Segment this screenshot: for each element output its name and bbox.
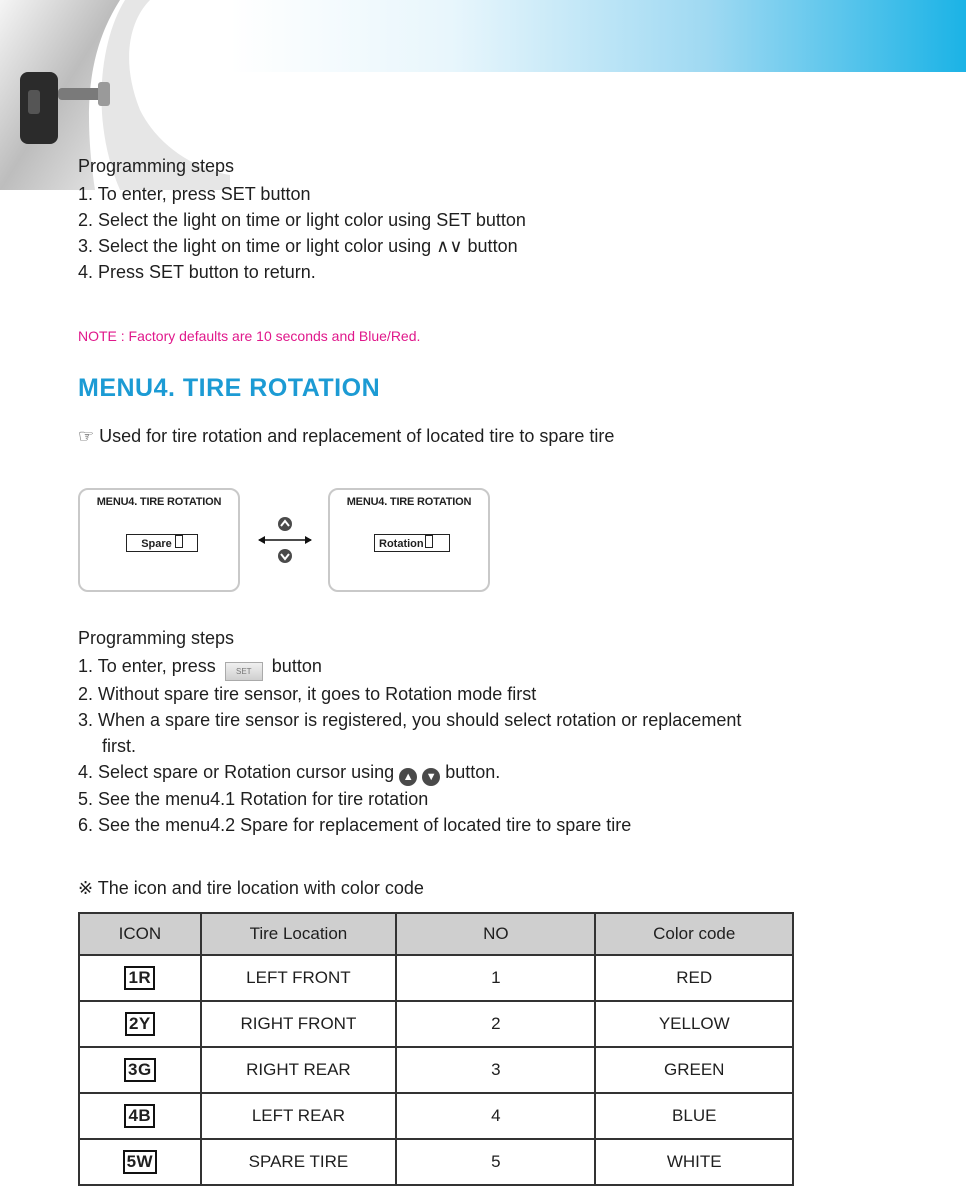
header-banner (230, 0, 966, 72)
tire-location: LEFT REAR (201, 1093, 396, 1139)
header-icon: ICON (79, 913, 201, 955)
rotation-label: Rotation (379, 538, 424, 550)
tire-number: 2 (396, 1001, 595, 1047)
screen-title: MENU4. TIRE ROTATION (346, 496, 472, 508)
step-1-suffix: button (271, 656, 322, 676)
table-row (79, 1047, 793, 1093)
steps-title: Programming steps (78, 156, 235, 176)
spare-label: Spare (141, 538, 172, 550)
step-3: 3. Select the light on time or light color using ∧∨ button (78, 236, 518, 256)
tire-icon-badge: 3G (124, 1058, 156, 1082)
table-row (79, 1001, 793, 1047)
tire-color-code-table (78, 912, 794, 1186)
screen-spare (78, 488, 240, 592)
tire-number: 3 (396, 1047, 595, 1093)
table-row (79, 1093, 793, 1139)
screen-rotation (328, 488, 490, 592)
step-5: 5. See the menu4.1 Rotation for tire rotation (78, 789, 429, 809)
programming-steps-section-1 (78, 156, 526, 285)
programming-steps-section-2 (78, 628, 741, 838)
step-4-prefix: 4. Select spare or Rotation cursor using (78, 762, 395, 782)
up-button-icon: ▲ (399, 768, 417, 786)
step-4 (78, 759, 741, 786)
tire-number: 1 (396, 955, 595, 1001)
cursor-icon (425, 535, 433, 548)
factory-defaults-note: NOTE : Factory defaults are 10 seconds and Blue/Red. (78, 328, 421, 344)
tire-location: RIGHT FRONT (201, 1001, 396, 1047)
color-code: WHITE (595, 1139, 793, 1185)
step-1-prefix: 1. To enter, press (78, 656, 216, 676)
table-caption: ※ The icon and tire location with color code (78, 878, 424, 898)
step-3-continued: first. (102, 736, 136, 756)
step-6: 6. See the menu4.2 Spare for replacement of located tire to spare tire (78, 815, 632, 835)
down-button-icon: ▼ (422, 768, 440, 786)
set-button-icon: SET (225, 662, 263, 681)
tire-number: 4 (396, 1093, 595, 1139)
table-row (79, 955, 793, 1001)
step-4: 4. Press SET button to return. (78, 262, 316, 282)
step-3: 3. When a spare tire sensor is registered, you should select rotation or replacement (78, 710, 742, 730)
tire-location: LEFT FRONT (201, 955, 396, 1001)
step-1 (78, 653, 741, 681)
tire-location: RIGHT REAR (201, 1047, 396, 1093)
step-4-suffix: button. (445, 762, 501, 782)
spare-field (126, 534, 198, 552)
table-row (79, 1139, 793, 1185)
rotation-field (374, 534, 450, 552)
header-tire-location: Tire Location (201, 913, 396, 955)
color-code: RED (595, 955, 793, 1001)
cursor-icon (175, 535, 183, 548)
step-2: 2. Select the light on time or light color using SET button (78, 210, 526, 230)
tire-icon-badge: 4B (124, 1104, 155, 1128)
steps-title: Programming steps (78, 628, 235, 648)
color-code: GREEN (595, 1047, 793, 1093)
tire-number: 5 (396, 1139, 595, 1185)
screen-title: MENU4. TIRE ROTATION (96, 496, 222, 508)
color-code: YELLOW (595, 1001, 793, 1047)
header-color-code: Color code (595, 913, 793, 955)
step-2: 2. Without spare tire sensor, it goes to Rotation mode first (78, 684, 537, 704)
menu-intro: ☞ Used for tire rotation and replacement of located tire to spare tire (78, 426, 615, 446)
tire-icon-badge: 1R (124, 966, 155, 990)
color-code: BLUE (595, 1093, 793, 1139)
tire-icon-badge: 5W (123, 1150, 158, 1174)
header-no: NO (396, 913, 595, 955)
tire-icon-badge: 2Y (125, 1012, 155, 1036)
tire-location: SPARE TIRE (201, 1139, 396, 1185)
step-1: 1. To enter, press SET button (78, 184, 311, 204)
navigate-arrows-icon (255, 514, 315, 564)
table-header-row (79, 913, 793, 955)
menu-heading: MENU4. TIRE ROTATION (78, 374, 381, 402)
